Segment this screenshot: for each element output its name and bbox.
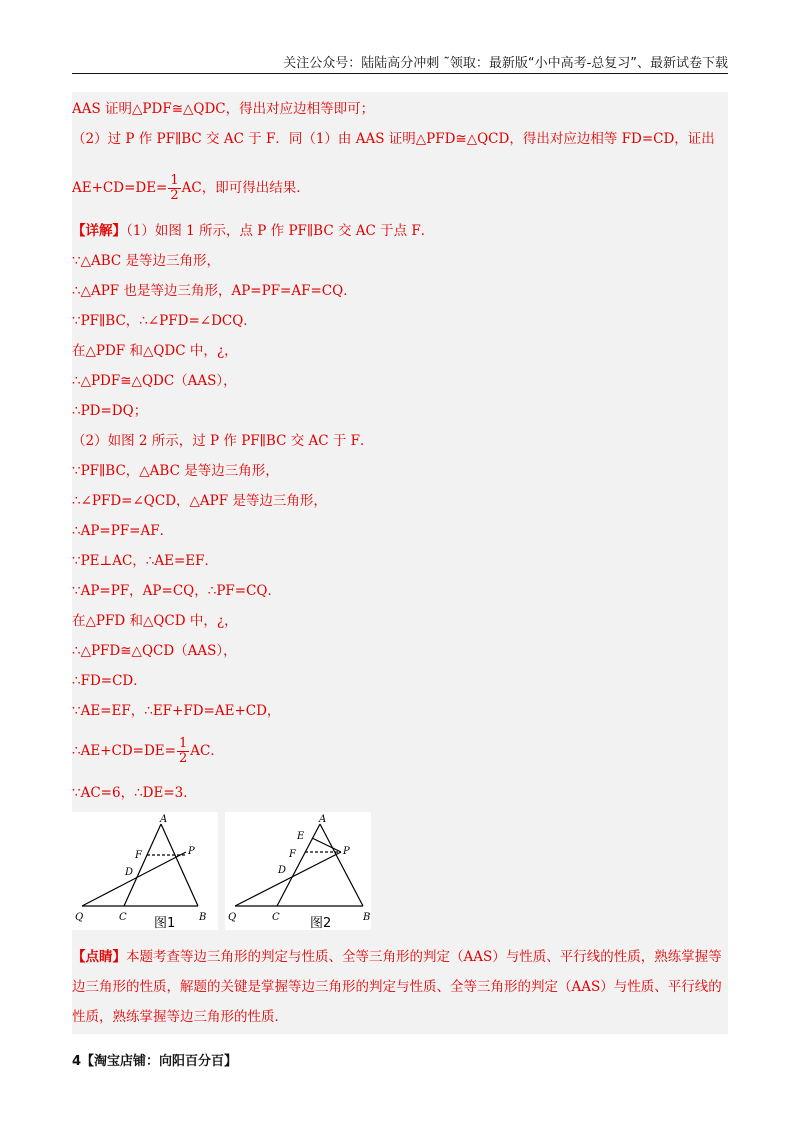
page-footer: 4【淘宝店铺：向阳百分百】: [72, 1054, 238, 1069]
solution-line: （2）如图 2 所示，过 P 作 PF∥BC 交 AC 于 F．: [72, 433, 374, 449]
review-paragraph: [72, 942, 728, 1032]
solution-line-fraction: [72, 735, 224, 767]
text-segment: AC，即可得出结果．: [181, 180, 310, 196]
solution-line: ∴FD=CD．: [72, 673, 147, 689]
solution-line: ∵AE=EF，∴EF+FD=AE+CD，: [72, 703, 281, 719]
label-f: F: [135, 850, 142, 861]
fraction-numerator: 1: [170, 173, 179, 188]
solution-line: ∵△ABC 是等边三角形，: [72, 253, 221, 269]
solution-line: ∴AP=PF=AF．: [72, 523, 174, 539]
detail-tag: 【详解】: [72, 223, 126, 239]
solution-line: ∴△PFD≅△QCD（AAS），: [72, 643, 237, 659]
solution-line: ∵AP=PF，AP=CQ，∴PF=CQ．: [72, 583, 281, 599]
fraction-numerator: 1: [178, 736, 188, 751]
label-c: C: [272, 912, 280, 923]
side-ac: [124, 824, 161, 906]
label-p: P: [343, 846, 350, 857]
solution-line: ∴△APF 也是等边三角形，AP=PF=AF=CQ．: [72, 283, 357, 299]
line-pe: [312, 838, 341, 852]
label-q: Q: [75, 912, 84, 923]
solution-line: ∵PF∥BC，∴∠PFD=∠DCQ．: [72, 313, 257, 329]
label-a: A: [319, 814, 327, 825]
solution-line: ∵AC=6，∴DE=3．: [72, 785, 197, 801]
label-b: B: [199, 912, 207, 923]
figure-2: [225, 812, 371, 930]
solution-line: AAS 证明△PDF≅△QDC，得出对应边相等即可；: [72, 101, 375, 117]
fraction-denominator: 2: [178, 751, 188, 766]
review-tag: 【点睛】: [72, 949, 126, 965]
text-segment: AE+CD=DE=: [72, 180, 168, 196]
label-b: B: [363, 912, 371, 923]
solution-line: ∵PE⊥AC，∴AE=EF．: [72, 553, 219, 569]
line-qp: [235, 852, 341, 906]
label-e: E: [297, 831, 305, 842]
text-segment: （1）如图 1 所示，点 P 作 PF∥BC 交 AC 于点 F．: [126, 223, 435, 239]
solution-line: 在△PDF 和△QDC 中，¿，: [72, 343, 238, 359]
page-header: 关注公众号：陆陆高分冲刺 ˜领取：最新版“小中高考-总复习”、最新试卷下载: [283, 56, 728, 71]
label-c: C: [119, 912, 127, 923]
solution-line: 在△PFD 和△QCD 中，¿，: [72, 613, 238, 629]
solution-line: ∴PD=DQ；: [72, 403, 148, 419]
label-q: Q: [228, 912, 237, 923]
fraction: [177, 737, 189, 766]
solution-content: [72, 92, 728, 1034]
fraction: [168, 174, 180, 203]
text-segment: ∴AE+CD=DE=: [72, 743, 176, 759]
label-d: D: [125, 867, 134, 878]
figure-1: [72, 812, 218, 930]
label-d: D: [278, 865, 287, 876]
label-a: A: [160, 814, 168, 825]
solution-line-fraction: [72, 172, 310, 204]
header-rule: [72, 73, 728, 74]
figure-1-caption: 图1: [154, 916, 176, 930]
side-ab: [161, 824, 198, 906]
solution-line: （2）过 P 作 PF∥BC 交 AC 于 F．同（1）由 AAS 证明△PFD≅△QCD，得出对应边相等 FD=CD，证出: [72, 131, 715, 147]
solution-line: ∴∠PFD=∠QCD，△APF 是等边三角形，: [72, 493, 327, 509]
review-text: 本题考查等边三角形的判定与性质、全等三角形的判定（AAS）与性质、平行线的性质，熟练掌握等边三角形的性质，解题的关键是掌握等边三角形的判定与性质、全等三角形的判定（AAS）与性质、平行线的性质，熟练掌握等边三角形的性质．: [72, 949, 722, 1025]
side-ab: [320, 824, 363, 906]
label-f: F: [289, 849, 296, 860]
line-qp: [82, 852, 186, 906]
text-segment: AC．: [190, 743, 224, 759]
figure-2-caption: 图2: [310, 916, 332, 930]
solution-line: ∴△PDF≅△QDC（AAS），: [72, 373, 237, 389]
fraction-denominator: 2: [170, 188, 179, 203]
solution-line: ∵PF∥BC，△ABC 是等边三角形，: [72, 463, 279, 479]
solution-line: [72, 222, 434, 240]
label-p: P: [188, 846, 195, 857]
